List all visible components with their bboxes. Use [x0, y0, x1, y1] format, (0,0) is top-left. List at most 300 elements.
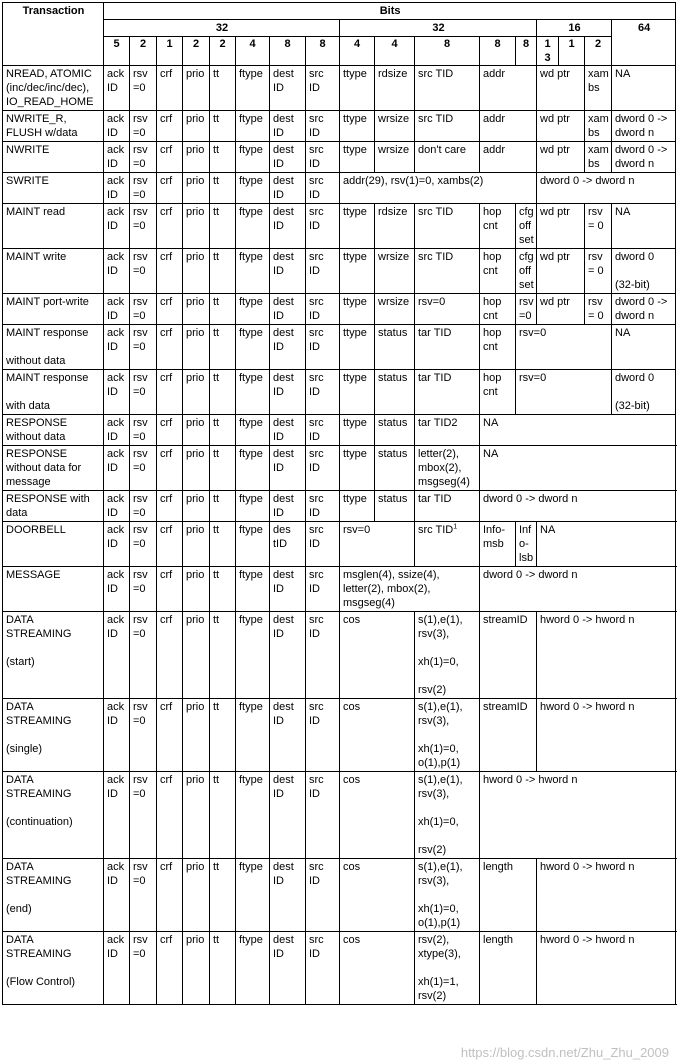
field-cell: crf: [157, 699, 183, 772]
field-cell: ftype: [236, 66, 270, 111]
field-cell: dest ID: [270, 294, 306, 325]
field-cell: ftype: [236, 567, 270, 612]
field-cell: ttype: [340, 249, 375, 294]
field-cell: rsv =0: [130, 932, 157, 1005]
field-cell: msglen(4), ssize(4), letter(2), mbox(2), msgseg(4): [340, 567, 480, 612]
field-cell: rdsize: [375, 66, 415, 111]
bit-width-header: 8: [306, 37, 340, 66]
field-cell: ack ID: [104, 142, 130, 173]
field-cell: wrsize: [375, 111, 415, 142]
field-cell: tt: [210, 249, 236, 294]
field-cell: tt: [210, 567, 236, 612]
bit-width-header: 2: [210, 37, 236, 66]
field-cell: s(1),e(1), rsv(3), xh(1)=0, rsv(2): [415, 612, 480, 699]
field-cell: dest ID: [270, 370, 306, 415]
field-cell: rsv=0: [516, 294, 537, 325]
bit-width-header: 1: [559, 37, 585, 66]
field-cell: prio: [183, 491, 210, 522]
field-cell: ack ID: [104, 66, 130, 111]
field-cell: crf: [157, 370, 183, 415]
field-cell: hop cnt: [480, 204, 516, 249]
field-cell: rsv =0: [130, 325, 157, 370]
field-cell: crf: [157, 142, 183, 173]
field-cell: src ID: [306, 173, 340, 204]
transaction-name: MAINT port-write: [3, 294, 104, 325]
field-cell: tt: [210, 111, 236, 142]
field-cell: ftype: [236, 173, 270, 204]
field-cell: tt: [210, 370, 236, 415]
payload-cell: NA: [612, 325, 676, 370]
field-cell: rsv =0: [130, 522, 157, 567]
field-cell: NA: [480, 446, 676, 491]
bit-width-header: 8: [415, 37, 480, 66]
field-cell: ftype: [236, 772, 270, 859]
field-cell: ttype: [340, 325, 375, 370]
watermark: https://blog.csdn.net/Zhu_Zhu_2009: [460, 1045, 669, 1060]
field-cell: tt: [210, 772, 236, 859]
field-cell: tt: [210, 859, 236, 932]
field-cell: ftype: [236, 491, 270, 522]
field-cell: ftype: [236, 370, 270, 415]
field-cell: rsv =0: [130, 249, 157, 294]
field-cell: rsv =0: [130, 142, 157, 173]
field-cell: rsv =0: [130, 567, 157, 612]
field-cell: addr: [480, 66, 537, 111]
field-cell: tar TID: [415, 370, 480, 415]
field-cell: src ID: [306, 249, 340, 294]
field-cell: hword 0 -> hword n: [537, 612, 676, 699]
field-cell: prio: [183, 772, 210, 859]
field-cell: rsv =0: [130, 294, 157, 325]
field-cell: crf: [157, 249, 183, 294]
field-cell: dest ID: [270, 142, 306, 173]
field-cell: NA: [537, 522, 676, 567]
field-cell: prio: [183, 204, 210, 249]
field-cell: ttype: [340, 491, 375, 522]
field-cell: src ID: [306, 567, 340, 612]
field-cell: ttype: [340, 415, 375, 446]
bit-width-header: 2: [585, 37, 612, 66]
field-cell: ack ID: [104, 522, 130, 567]
payload-cell: dword 0 -> dword n: [612, 294, 676, 325]
field-cell: rsv =0: [130, 612, 157, 699]
field-cell: prio: [183, 612, 210, 699]
field-cell: prio: [183, 111, 210, 142]
field-cell: tt: [210, 699, 236, 772]
field-cell: Inf o- lsb: [516, 522, 537, 567]
field-cell: ftype: [236, 522, 270, 567]
field-cell: hword 0 -> hword n: [537, 699, 676, 772]
field-cell: rsv= 0: [585, 294, 612, 325]
field-cell: ack ID: [104, 491, 130, 522]
field-cell: ack ID: [104, 204, 130, 249]
field-cell: src ID: [306, 699, 340, 772]
field-cell: ftype: [236, 932, 270, 1005]
field-cell: prio: [183, 567, 210, 612]
field-cell: crf: [157, 294, 183, 325]
field-cell: ftype: [236, 249, 270, 294]
field-cell: hop cnt: [480, 249, 516, 294]
payload-cell: dword 0 (32-bit): [612, 370, 676, 415]
field-cell: status: [375, 491, 415, 522]
field-cell: src ID: [306, 859, 340, 932]
field-cell: wd ptr: [537, 249, 585, 294]
field-cell: rsv =0: [130, 173, 157, 204]
field-cell: prio: [183, 66, 210, 111]
field-cell: rsv =0: [130, 204, 157, 249]
field-cell: length: [480, 859, 537, 932]
transaction-name: MAINT response without data: [3, 325, 104, 370]
field-cell: addr: [480, 111, 537, 142]
field-cell: crf: [157, 111, 183, 142]
field-cell: src ID: [306, 204, 340, 249]
field-cell: crf: [157, 204, 183, 249]
field-cell: prio: [183, 142, 210, 173]
field-cell: rsv =0: [130, 491, 157, 522]
field-cell: rsv=0: [340, 522, 415, 567]
transaction-name: NWRITE_R, FLUSH w/data: [3, 111, 104, 142]
field-cell: src TID: [415, 66, 480, 111]
field-cell: rsv =0: [130, 66, 157, 111]
field-cell: dest ID: [270, 699, 306, 772]
field-cell: tt: [210, 325, 236, 370]
bit-width-header: 2: [183, 37, 210, 66]
group-header-32b: 32: [340, 20, 537, 37]
field-cell: prio: [183, 325, 210, 370]
bit-width-header: 4: [236, 37, 270, 66]
field-cell: cos: [340, 932, 415, 1005]
field-cell: ack ID: [104, 173, 130, 204]
transaction-table-wrapper: [2, 2, 676, 1005]
field-cell: s(1),e(1), rsv(3), xh(1)=0, rsv(2): [415, 772, 480, 859]
transaction-name: MAINT read: [3, 204, 104, 249]
field-cell: crf: [157, 522, 183, 567]
transaction-name: MAINT response with data: [3, 370, 104, 415]
field-cell: crf: [157, 325, 183, 370]
bit-width-header: 8: [270, 37, 306, 66]
table-row: [3, 522, 676, 567]
field-cell: status: [375, 370, 415, 415]
field-cell: prio: [183, 446, 210, 491]
field-cell: hop cnt: [480, 325, 516, 370]
field-cell: prio: [183, 859, 210, 932]
field-cell: dest ID: [270, 567, 306, 612]
field-cell: cos: [340, 612, 415, 699]
field-cell: wd ptr: [537, 111, 585, 142]
field-cell: ack ID: [104, 932, 130, 1005]
transaction-name: SWRITE: [3, 173, 104, 204]
field-cell: rsv =0: [130, 446, 157, 491]
field-cell: ttype: [340, 142, 375, 173]
field-cell: src ID: [306, 142, 340, 173]
field-cell: tt: [210, 142, 236, 173]
field-cell: rsv =0: [130, 772, 157, 859]
field-cell: xam bs: [585, 111, 612, 142]
field-cell: crf: [157, 612, 183, 699]
field-cell: wrsize: [375, 249, 415, 294]
field-cell: ack ID: [104, 370, 130, 415]
field-cell: src ID: [306, 294, 340, 325]
field-cell: s(1),e(1), rsv(3), xh(1)=0, o(1),p(1): [415, 859, 480, 932]
bit-width-header: 1 3: [537, 37, 559, 66]
field-cell: ack ID: [104, 567, 130, 612]
bit-width-header: 8: [516, 37, 537, 66]
field-cell: ftype: [236, 294, 270, 325]
transaction-name: DATA STREAMING (continuation): [3, 772, 104, 859]
field-cell: dest ID: [270, 932, 306, 1005]
transaction-name: MESSAGE: [3, 567, 104, 612]
field-cell: prio: [183, 415, 210, 446]
group-header-16: 16: [537, 20, 612, 37]
transaction-name: NREAD, ATOMIC (inc/dec/inc/dec), IO_READ_HOME: [3, 66, 104, 111]
field-cell: tt: [210, 491, 236, 522]
field-cell: rsv =0: [130, 111, 157, 142]
table-row: [3, 204, 676, 249]
field-cell: ack ID: [104, 111, 130, 142]
field-cell: tt: [210, 932, 236, 1005]
field-cell: dest ID: [270, 204, 306, 249]
table-row: [3, 491, 676, 522]
field-cell: prio: [183, 699, 210, 772]
transaction-name: MAINT write: [3, 249, 104, 294]
field-cell: rsv =0: [130, 370, 157, 415]
field-cell: crf: [157, 415, 183, 446]
payload-cell: NA: [612, 204, 676, 249]
field-cell: tt: [210, 173, 236, 204]
field-cell: dest ID: [270, 612, 306, 699]
field-cell: dest ID: [270, 446, 306, 491]
field-cell: crf: [157, 446, 183, 491]
field-cell: tar TID2: [415, 415, 480, 446]
table-row: [3, 932, 676, 1005]
field-cell: rsv =0: [130, 699, 157, 772]
field-cell: crf: [157, 859, 183, 932]
field-cell: src ID: [306, 415, 340, 446]
field-cell: crf: [157, 66, 183, 111]
field-cell: rsv(2), xtype(3), xh(1)=1, rsv(2): [415, 932, 480, 1005]
table-row: [3, 612, 676, 699]
field-cell: tar TID: [415, 325, 480, 370]
field-cell: dest ID: [270, 325, 306, 370]
table-row: [3, 66, 676, 111]
field-cell: src ID: [306, 932, 340, 1005]
field-cell: src ID: [306, 325, 340, 370]
field-cell: wd ptr: [537, 294, 585, 325]
transaction-name: DATA STREAMING (single): [3, 699, 104, 772]
field-cell: crf: [157, 173, 183, 204]
field-cell: ack ID: [104, 415, 130, 446]
field-cell: prio: [183, 522, 210, 567]
field-cell: prio: [183, 173, 210, 204]
transaction-name: DATA STREAMING (Flow Control): [3, 932, 104, 1005]
field-cell: crf: [157, 772, 183, 859]
table-row: [3, 699, 676, 772]
field-cell: status: [375, 415, 415, 446]
group-header-32a: 32: [104, 20, 340, 37]
field-cell: ftype: [236, 142, 270, 173]
field-cell: status: [375, 446, 415, 491]
bit-width-header: 2: [130, 37, 157, 66]
transaction-bits-table: [2, 2, 676, 1005]
field-cell: rsv= 0: [585, 249, 612, 294]
field-cell: ftype: [236, 325, 270, 370]
field-cell: dest ID: [270, 111, 306, 142]
field-cell: ftype: [236, 204, 270, 249]
field-cell: des tID: [270, 522, 306, 567]
field-cell: ftype: [236, 612, 270, 699]
field-cell: don't care: [415, 142, 480, 173]
field-cell: ack ID: [104, 249, 130, 294]
field-cell: Info- msb: [480, 522, 516, 567]
field-cell: crf: [157, 491, 183, 522]
bit-width-header: 4: [340, 37, 375, 66]
transaction-name: RESPONSE with data: [3, 491, 104, 522]
field-cell: ftype: [236, 859, 270, 932]
payload-cell: dword 0 (32-bit): [612, 249, 676, 294]
field-cell: ftype: [236, 415, 270, 446]
field-cell: ack ID: [104, 325, 130, 370]
field-cell: ack ID: [104, 699, 130, 772]
field-cell: ftype: [236, 446, 270, 491]
bit-width-header: 4: [375, 37, 415, 66]
field-cell: NA: [480, 415, 676, 446]
field-cell: src ID: [306, 111, 340, 142]
field-cell: letter(2), mbox(2), msgseg(4): [415, 446, 480, 491]
table-row: [3, 142, 676, 173]
field-cell: src ID: [306, 491, 340, 522]
field-cell: ftype: [236, 699, 270, 772]
field-cell: tt: [210, 612, 236, 699]
table-row: [3, 370, 676, 415]
group-header-64: 64: [612, 20, 676, 66]
field-cell: s(1),e(1), rsv(3), xh(1)=0, o(1),p(1): [415, 699, 480, 772]
field-cell: tt: [210, 294, 236, 325]
field-cell: src ID: [306, 66, 340, 111]
field-cell: tt: [210, 66, 236, 111]
transaction-name: DOORBELL: [3, 522, 104, 567]
field-cell: streamID: [480, 699, 537, 772]
payload-cell: NA: [612, 66, 676, 111]
field-cell: wrsize: [375, 142, 415, 173]
field-cell: src ID: [306, 370, 340, 415]
field-cell: rsv=0: [415, 294, 480, 325]
field-cell: ttype: [340, 370, 375, 415]
field-cell: src TID$^1$: [415, 522, 480, 567]
field-cell: cos: [340, 859, 415, 932]
field-cell: cfg offset: [516, 249, 537, 294]
field-cell: prio: [183, 932, 210, 1005]
field-cell: tt: [210, 415, 236, 446]
field-cell: ack ID: [104, 859, 130, 932]
field-cell: cos: [340, 772, 415, 859]
bits-header: Bits: [104, 3, 676, 20]
field-cell: hword 0 -> hword n: [537, 859, 676, 932]
field-cell: ftype: [236, 111, 270, 142]
transaction-name: RESPONSE without data for message: [3, 446, 104, 491]
table-row: [3, 567, 676, 612]
field-cell: ack ID: [104, 772, 130, 859]
field-cell: src ID: [306, 612, 340, 699]
field-cell: dest ID: [270, 249, 306, 294]
transaction-rows: [3, 66, 676, 1005]
bit-width-row: [3, 37, 676, 66]
field-cell: addr: [480, 142, 537, 173]
field-cell: xam bs: [585, 66, 612, 111]
field-cell: xam bs: [585, 142, 612, 173]
field-cell: dest ID: [270, 772, 306, 859]
table-row: [3, 446, 676, 491]
table-row: [3, 111, 676, 142]
table-row: [3, 173, 676, 204]
field-cell: src TID: [415, 249, 480, 294]
field-cell: ttype: [340, 294, 375, 325]
field-cell: status: [375, 325, 415, 370]
field-cell: ttype: [340, 111, 375, 142]
field-cell: hword 0 -> hword n: [537, 932, 676, 1005]
field-cell: src TID: [415, 204, 480, 249]
transaction-name: NWRITE: [3, 142, 104, 173]
field-cell: tt: [210, 446, 236, 491]
transaction-header: Transaction: [3, 3, 104, 66]
field-cell: dest ID: [270, 415, 306, 446]
field-cell: src TID: [415, 111, 480, 142]
field-cell: hop cnt: [480, 294, 516, 325]
field-cell: prio: [183, 249, 210, 294]
field-cell: dest ID: [270, 173, 306, 204]
field-cell: crf: [157, 932, 183, 1005]
field-cell: wd ptr: [537, 142, 585, 173]
payload-cell: dword 0 -> dword n: [612, 142, 676, 173]
field-cell: wd ptr: [537, 204, 585, 249]
field-cell: ttype: [340, 446, 375, 491]
field-cell: wrsize: [375, 294, 415, 325]
table-row: [3, 772, 676, 859]
field-cell: ack ID: [104, 294, 130, 325]
field-cell: src ID: [306, 446, 340, 491]
field-cell: rdsize: [375, 204, 415, 249]
field-cell: src ID: [306, 772, 340, 859]
transaction-name: DATA STREAMING (start): [3, 612, 104, 699]
field-cell: crf: [157, 567, 183, 612]
bit-width-header: 5: [104, 37, 130, 66]
table-row: [3, 859, 676, 932]
field-cell: dest ID: [270, 66, 306, 111]
field-cell: hword 0 -> hword n: [480, 772, 676, 859]
field-cell: addr(29), rsv(1)=0, xambs(2): [340, 173, 537, 204]
table-row: [3, 294, 676, 325]
field-cell: rsv =0: [130, 415, 157, 446]
transaction-name: DATA STREAMING (end): [3, 859, 104, 932]
field-cell: dest ID: [270, 491, 306, 522]
field-cell: tt: [210, 522, 236, 567]
table-row: [3, 249, 676, 294]
field-cell: length: [480, 932, 537, 1005]
field-cell: dest ID: [270, 859, 306, 932]
table-row: [3, 415, 676, 446]
field-cell: ttype: [340, 66, 375, 111]
field-cell: streamID: [480, 612, 537, 699]
field-cell: rsv= 0: [585, 204, 612, 249]
field-cell: wd ptr: [537, 66, 585, 111]
table-row: [3, 325, 676, 370]
field-cell: src ID: [306, 522, 340, 567]
field-cell: ack ID: [104, 612, 130, 699]
field-cell: cfg offset: [516, 204, 537, 249]
bit-width-header: 8: [480, 37, 516, 66]
field-cell: ack ID: [104, 446, 130, 491]
field-cell: tt: [210, 204, 236, 249]
field-cell: rsv=0: [516, 325, 612, 370]
